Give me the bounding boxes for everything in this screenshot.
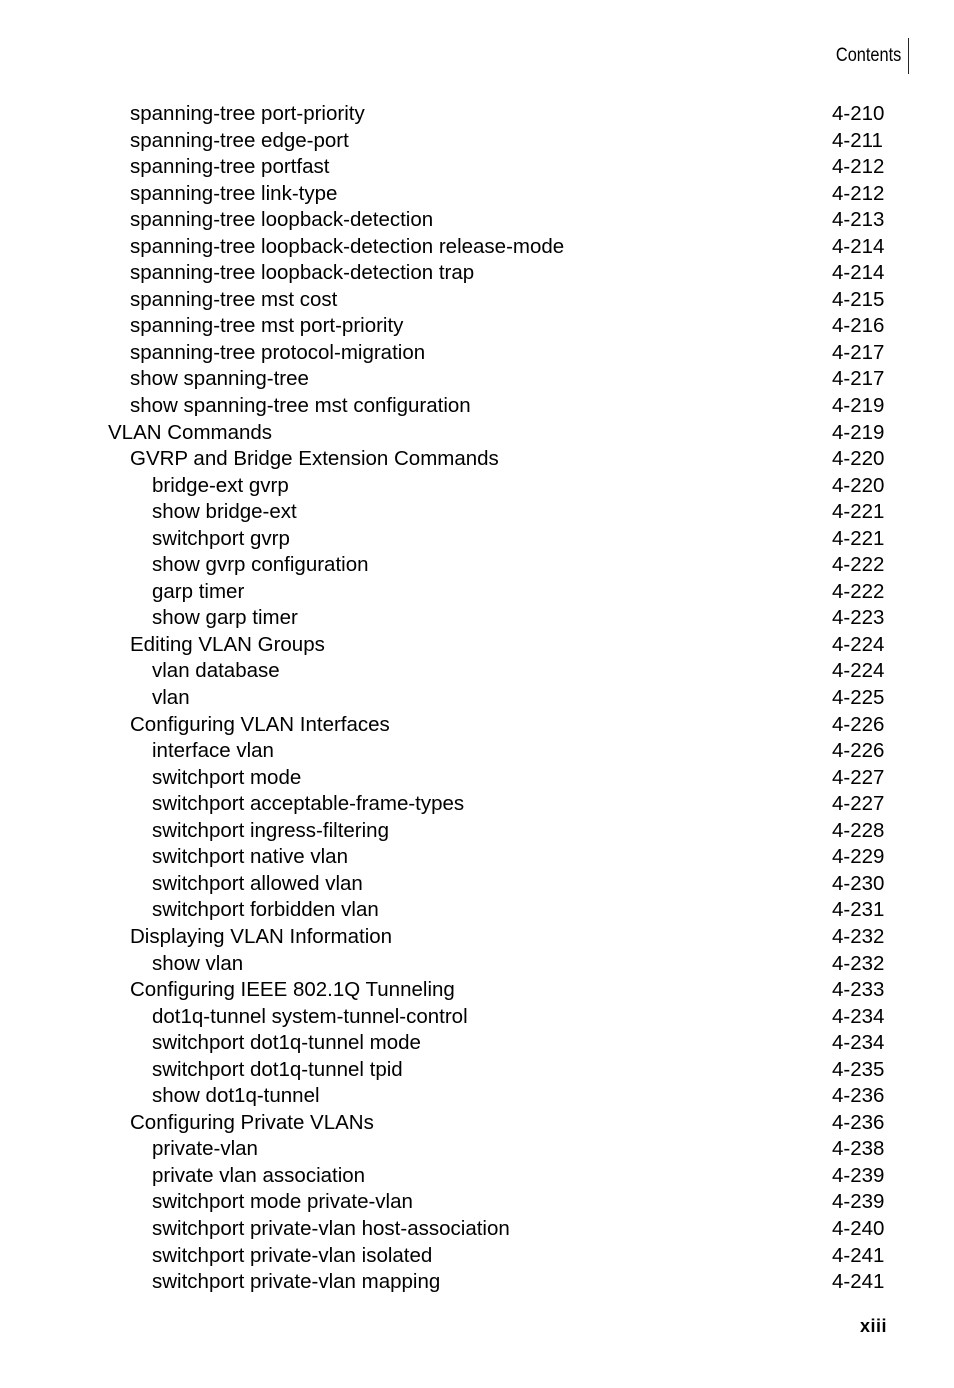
toc-entry[interactable]	[0, 1189, 954, 1216]
toc-entry-page[interactable]: 4-239	[832, 1190, 885, 1214]
toc-entry-page[interactable]: 4-219	[832, 394, 885, 418]
toc-entry[interactable]	[0, 446, 954, 473]
toc-entry-page[interactable]: 4-217	[832, 367, 885, 391]
toc-entry-title[interactable]: Configuring IEEE 802.1Q Tunneling	[130, 978, 455, 1002]
toc-entry-page[interactable]: 4-235	[832, 1057, 885, 1081]
toc-entry[interactable]	[0, 1083, 954, 1110]
toc-entry[interactable]	[0, 632, 954, 659]
toc-entry-title[interactable]: bridge-ext gvrp	[152, 473, 289, 497]
toc-entry[interactable]	[0, 1216, 954, 1243]
toc-entry-title[interactable]: private vlan association	[152, 1163, 366, 1187]
running-header	[836, 38, 909, 74]
toc-entry-title[interactable]: vlan database	[152, 659, 280, 683]
toc-entry-title[interactable]: switchport acceptable-frame-types	[152, 792, 465, 816]
toc-entry-title[interactable]: VLAN Commands	[108, 420, 273, 444]
toc-entry-title[interactable]: show spanning-tree	[130, 367, 309, 391]
toc-entry-page[interactable]: 4-228	[832, 818, 885, 842]
toc-entry[interactable]	[0, 791, 954, 818]
toc-entry[interactable]	[0, 313, 954, 340]
toc-entry[interactable]	[0, 1030, 954, 1057]
toc-entry-title[interactable]: vlan	[152, 686, 190, 710]
page-number: xiii	[859, 1316, 887, 1336]
toc-entry-page[interactable]: 4-233	[832, 978, 885, 1002]
toc-entry-title[interactable]: switchport ingress-filtering	[152, 818, 389, 842]
toc-entry-title[interactable]: spanning-tree portfast	[130, 155, 330, 179]
toc-entry-title[interactable]: switchport private-vlan host-association	[152, 1216, 510, 1240]
toc-entry[interactable]	[0, 897, 954, 924]
toc-entry-page[interactable]: 4-224	[832, 632, 885, 656]
toc-entry-page[interactable]: 4-225	[832, 686, 885, 710]
toc-entry-title[interactable]: spanning-tree protocol-migration	[130, 340, 426, 364]
toc-entry-title[interactable]: switchport dot1q-tunnel mode	[152, 1031, 421, 1055]
toc-entry[interactable]	[0, 1243, 954, 1270]
toc-entry-page[interactable]: 4-239	[832, 1163, 885, 1187]
toc-entry-page[interactable]: 4-214	[832, 261, 885, 285]
toc-entry-page[interactable]: 4-220	[832, 473, 885, 497]
toc-entry-title[interactable]: spanning-tree loopback-detection trap	[130, 261, 475, 285]
toc-entry[interactable]	[0, 579, 954, 606]
toc-entry-title[interactable]: Editing VLAN Groups	[130, 632, 325, 656]
toc-entry[interactable]	[0, 260, 954, 287]
toc-entry-title[interactable]: private-vlan	[152, 1137, 258, 1161]
toc-entry[interactable]	[0, 1110, 954, 1137]
toc-entry-page[interactable]: 4-214	[832, 234, 885, 258]
toc-entry-page[interactable]: 4-231	[832, 898, 885, 922]
toc-entry-title[interactable]: spanning-tree port-priority	[130, 102, 365, 125]
toc-entry-title[interactable]: dot1q-tunnel system-tunnel-control	[152, 1004, 468, 1028]
toc-entry-page[interactable]: 4-220	[832, 447, 885, 471]
toc-entry-page[interactable]: 4-236	[832, 1084, 885, 1108]
toc-entry-title[interactable]: switchport gvrp	[152, 526, 290, 550]
toc-entry[interactable]	[0, 473, 954, 500]
toc-entry[interactable]	[0, 234, 954, 261]
toc-entry-page[interactable]: 4-232	[832, 924, 885, 948]
section-label: Contents	[835, 45, 902, 66]
toc-entry-title[interactable]: spanning-tree link-type	[130, 181, 338, 205]
toc-entry[interactable]	[0, 154, 954, 181]
toc-entry-page[interactable]: 4-223	[832, 606, 885, 630]
toc-entry-page[interactable]: 4-221	[832, 526, 885, 550]
toc-entry-title[interactable]: switchport forbidden vlan	[152, 898, 379, 922]
toc-entry-title[interactable]: spanning-tree edge-port	[130, 128, 349, 152]
toc-entry[interactable]	[0, 738, 954, 765]
toc-entry[interactable]	[0, 605, 954, 632]
toc-entry-page[interactable]: 4-222	[832, 553, 885, 577]
toc-entry-title[interactable]: interface vlan	[152, 739, 274, 763]
table-of-contents	[0, 101, 954, 1296]
toc-entry-title[interactable]: GVRP and Bridge Extension Commands	[130, 447, 499, 471]
toc-entry[interactable]	[0, 924, 954, 951]
toc-entry-page[interactable]: 4-230	[832, 871, 885, 895]
toc-entry-page[interactable]: 4-213	[832, 208, 885, 232]
toc-entry-page[interactable]: 4-241	[832, 1270, 885, 1294]
toc-entry[interactable]	[0, 366, 954, 393]
toc-entry[interactable]	[0, 1163, 954, 1190]
toc-entry-title[interactable]: Configuring Private VLANs	[130, 1110, 374, 1134]
toc-entry-title[interactable]: switchport native vlan	[152, 845, 348, 869]
toc-entry-title[interactable]: switchport private-vlan isolated	[152, 1243, 433, 1267]
toc-entry-title[interactable]: spanning-tree mst port-priority	[130, 314, 404, 338]
toc-entry[interactable]	[0, 818, 954, 845]
toc-entry[interactable]	[0, 181, 954, 208]
toc-entry[interactable]	[0, 951, 954, 978]
toc-entry-title[interactable]: switchport private-vlan mapping	[152, 1270, 441, 1294]
toc-entry[interactable]	[0, 765, 954, 792]
toc-entry[interactable]	[0, 552, 954, 579]
toc-entry[interactable]	[0, 685, 954, 712]
toc-entry[interactable]	[0, 499, 954, 526]
toc-entry-page[interactable]: 4-212	[832, 155, 885, 179]
toc-entry-title[interactable]: switchport mode private-vlan	[152, 1190, 413, 1214]
toc-entry[interactable]	[0, 526, 954, 553]
toc-entry-page[interactable]: 4-234	[832, 1004, 885, 1028]
toc-entry[interactable]	[0, 658, 954, 685]
toc-entry-page[interactable]: 4-216	[832, 314, 885, 338]
toc-entry-title[interactable]: show bridge-ext	[152, 500, 297, 524]
toc-entry-title[interactable]: switchport allowed vlan	[152, 871, 363, 895]
toc-entry-title[interactable]: show dot1q-tunnel	[152, 1084, 320, 1108]
toc-entry[interactable]	[0, 977, 954, 1004]
toc-entry-title[interactable]: spanning-tree mst cost	[130, 287, 338, 311]
toc-entry-page[interactable]: 4-238	[832, 1137, 885, 1161]
toc-entry[interactable]	[0, 340, 954, 367]
toc-entry-page[interactable]: 4-224	[832, 659, 885, 683]
toc-entry-title[interactable]: switchport mode	[152, 765, 302, 789]
toc-entry[interactable]	[0, 101, 954, 128]
toc-entry[interactable]	[0, 712, 954, 739]
toc-entry-page[interactable]: 4-227	[832, 792, 885, 816]
toc-entry-title[interactable]: show garp timer	[152, 606, 298, 630]
toc-entry-page[interactable]: 4-226	[832, 712, 885, 736]
toc-entry-page[interactable]: 4-215	[832, 287, 885, 311]
toc-entry-page[interactable]: 4-229	[832, 845, 885, 869]
toc-entry-page[interactable]: 4-211	[832, 128, 883, 152]
toc-entry-page[interactable]: 4-219	[832, 420, 885, 444]
toc-entry-page[interactable]: 4-241	[832, 1243, 885, 1267]
toc-entry[interactable]	[0, 393, 954, 420]
toc-entry[interactable]	[0, 1136, 954, 1163]
toc-entry-title[interactable]: spanning-tree loopback-detection release-mode	[130, 234, 565, 258]
toc-entry[interactable]	[0, 207, 954, 234]
toc-entry-page[interactable]: 4-222	[832, 579, 885, 603]
toc-entry-title[interactable]: show spanning-tree mst configuration	[130, 394, 471, 418]
toc-entry[interactable]	[0, 1057, 954, 1084]
toc-entry-page[interactable]: 4-234	[832, 1031, 885, 1055]
toc-entry-page[interactable]: 4-221	[832, 500, 885, 524]
toc-entry-page[interactable]: 4-226	[832, 739, 885, 763]
toc-entry-title[interactable]: garp timer	[152, 579, 245, 603]
toc-entry-title[interactable]: show gvrp configuration	[152, 553, 369, 577]
toc-entry-page[interactable]: 4-232	[832, 951, 885, 975]
toc-entry-title[interactable]: switchport dot1q-tunnel tpid	[152, 1057, 403, 1081]
toc-entry[interactable]	[0, 844, 954, 871]
toc-entry-page[interactable]: 4-227	[832, 765, 885, 789]
toc-entry-page[interactable]: 4-212	[832, 181, 885, 205]
toc-entry-page[interactable]: 4-217	[832, 340, 885, 364]
toc-entry[interactable]	[0, 871, 954, 898]
toc-entry[interactable]	[0, 1004, 954, 1031]
toc-entry[interactable]	[0, 420, 954, 447]
toc-entry-title[interactable]: Displaying VLAN Information	[130, 924, 393, 948]
toc-entry-title[interactable]: Configuring VLAN Interfaces	[130, 712, 390, 736]
toc-entry[interactable]	[0, 287, 954, 314]
toc-entry-title[interactable]: show vlan	[152, 951, 244, 975]
toc-entry-page[interactable]: 4-210	[832, 102, 885, 125]
toc-entry[interactable]	[0, 1269, 954, 1296]
toc-entry-page[interactable]: 4-236	[832, 1110, 885, 1134]
toc-entry-page[interactable]: 4-240	[832, 1216, 885, 1240]
toc-entry[interactable]	[0, 128, 954, 155]
toc-entry-title[interactable]: spanning-tree loopback-detection	[130, 208, 434, 232]
